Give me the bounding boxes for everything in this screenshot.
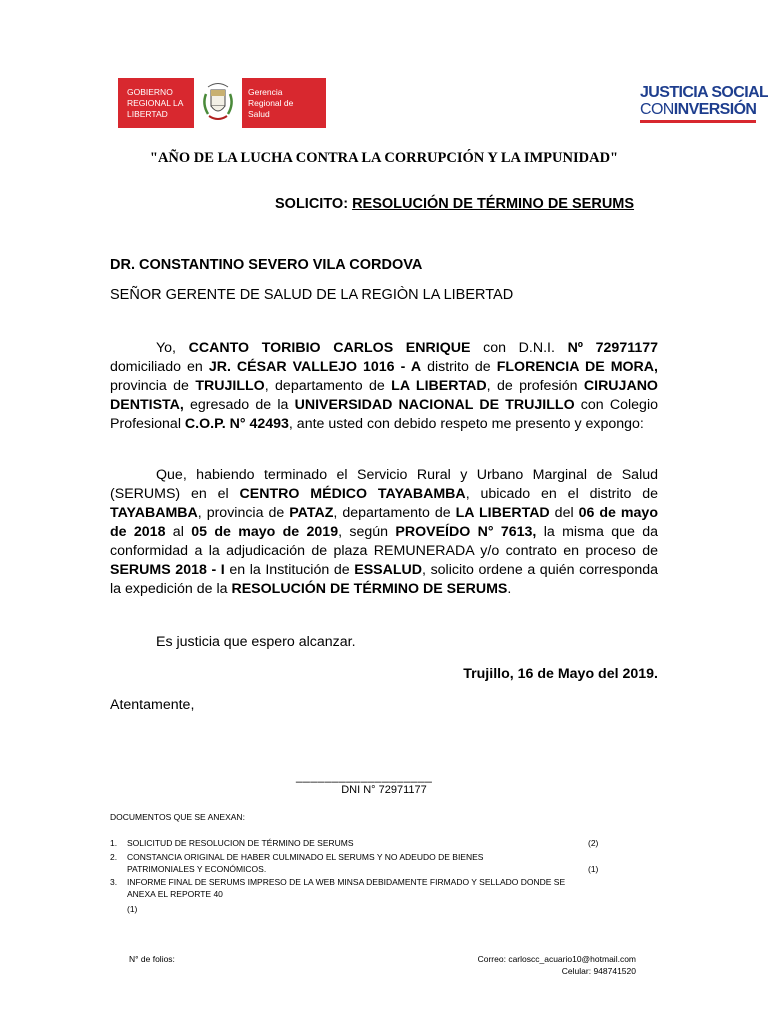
logo-underline — [640, 120, 756, 123]
signature-line: ___________________ — [296, 769, 433, 783]
paragraph-request: Que, habiendo terminado el Servicio Rural y Urbano Marginal de Salud (SERUMS) en el CENTRO MÉDICO TAYABAMBA, ubicado en el distrito de TAYABAMBA, provincia de PATAZ, departamento de LA LIBERTAD del 06 de mayo de 2018 al 05 de mayo de 2019, según PROVEÍDO N° 7613, la misma que da conformidad a la adjudicación de plaza REMUNERADA y/o contrato en proceso de SERUMS 2018 - I en la Institución de ESSALUD, solicito ordene a quién corresponda la expedición de la RESOLUCIÓN DE TÉRMINO DE SERUMS. — [110, 467, 659, 597]
justicia-social-logo: JUSTICIA SOCIAL CONINVERSIÓN — [640, 84, 760, 123]
subject-line: SOLICITO: RESOLUCIÓN DE TÉRMINO DE SERUMS — [275, 196, 635, 212]
gerencia-salud-logo-text: Gerencia Regional de Salud — [248, 87, 294, 119]
addressee-name: DR. CONSTANTINO SEVERO VILA CORDOVA — [110, 257, 423, 273]
documents-title: DOCUMENTOS QUE SE ANEXAN: — [110, 812, 245, 822]
paragraph-identification: Yo, CCANTO TORIBIO CARLOS ENRIQUE con D.N.I. Nº 72971177 domiciliado en JR. CÉSAR VALLEJO 1016 - A distrito de FLORENCIA DE MORA, provincia de TRUJILLO, departamento de LA LIBERTAD, de profesión CIRUJANO DENTISTA, egresado de la UNIVERSIDAD NACIONAL DE TRUJILLO con Colegio Profesional C.O.P. N° 42493, ante usted con debido respeto me presento y expongo: — [110, 340, 658, 432]
gobierno-regional-logo-text: GOBIERNO REGIONAL LA LIBERTAD — [127, 87, 184, 119]
contact-email: Correo: carloscc_acuario10@hotmail.com — [477, 954, 636, 964]
folios-label: N° de folios: — [129, 954, 175, 964]
signature-dni: DNI N° 72971177 — [341, 784, 427, 796]
paragraph-closing-justice: Es justicia que espero alcanzar. — [156, 634, 356, 650]
closing-salutation: Atentamente, — [110, 697, 195, 713]
contact-phone: Celular: 948741520 — [561, 966, 636, 976]
regional-coat-of-arms-icon — [194, 78, 242, 128]
year-motto: "AÑO DE LA LUCHA CONTRA LA CORRUPCIÓN Y LA IMPUNIDAD" — [149, 150, 619, 166]
place-date: Trujillo, 16 de Mayo del 2019. — [463, 666, 658, 682]
addressee-title: SEÑOR GERENTE DE SALUD DE LA REGIÒN LA LIBERTAD — [110, 287, 514, 303]
